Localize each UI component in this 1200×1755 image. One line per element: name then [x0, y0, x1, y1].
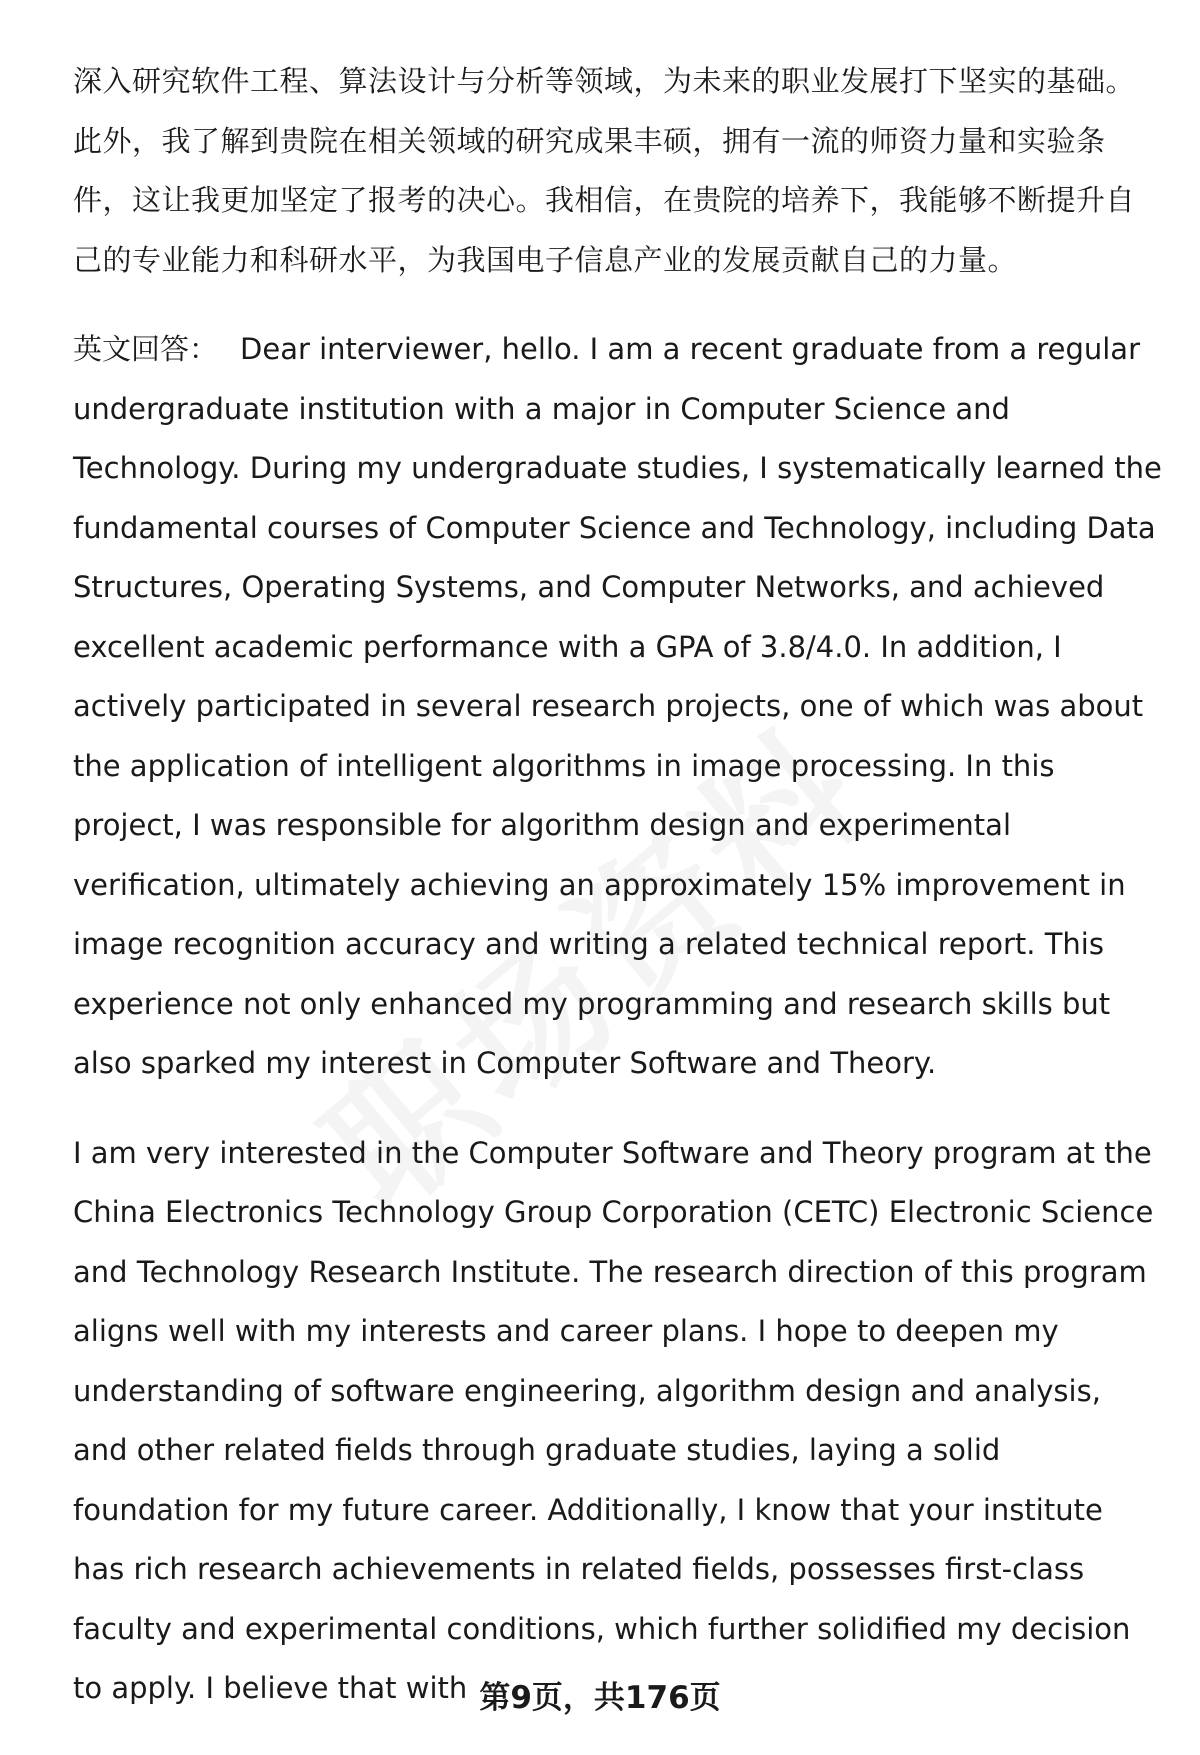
- document-body: [73, 52, 1163, 1749]
- paragraph-text: Dear interviewer, hello. I am a recent graduate from a regular undergraduate institution with a major in Computer Science and Technology. During my undergraduate studies, I systematically learned the fundamental courses of Computer Science and Technology, including Data Structures, Operating Systems, and Computer Networks, and achieved excellent academic performance with a GPA of 3.8/4.0. In addition, I actively participated in several research projects, one of which was about the application of intelligent algorithms in image processing. In this project, I was responsible for algorithm design and experimental verification, ultimately achieving an approximately 15% improvement in image recognition accuracy and writing a related technical report. This experience not only enhanced my programming and research skills but also sparked my interest in Computer Software and Theory.: [73, 332, 1162, 1080]
- paragraph-chinese-continuation: [73, 52, 1163, 290]
- paragraph-label: 英文回答：: [73, 332, 219, 366]
- paragraph-text: 深入研究软件工程、算法设计与分析等领域，为未来的职业发展打下坚实的基础。此外，我了解到贵院在相关领域的研究成果丰硕，拥有一流的师资力量和实验条件，这让我更加坚定了报考的决心。我相信，在贵院的培养下，我能够不断提升自己的专业能力和科研水平，为我国电子信息产业的发展贡献自己的力量。: [73, 64, 1136, 277]
- paragraph-english-interest: [73, 1124, 1163, 1719]
- paragraph-english-answer: [73, 320, 1163, 1094]
- paragraph-text: I am very interested in the Computer Software and Theory program at the China Electronics Technology Group Corporation (CETC) Electronic Science and Technology Research Institute. The research direction of this program aligns well with my interests and career plans. I hope to deepen my understanding of software engineering, algorithm design and analysis, and other related fields through graduate studies, laying a solid foundation for my future career. Additionally, I know that your institute has rich research achievements in related fields, possesses first-class faculty and experimental conditions, which further solidified my decision to apply. I believe that with: [73, 1135, 1154, 1705]
- page-number-footer: 第9页，共176页: [479, 1680, 721, 1716]
